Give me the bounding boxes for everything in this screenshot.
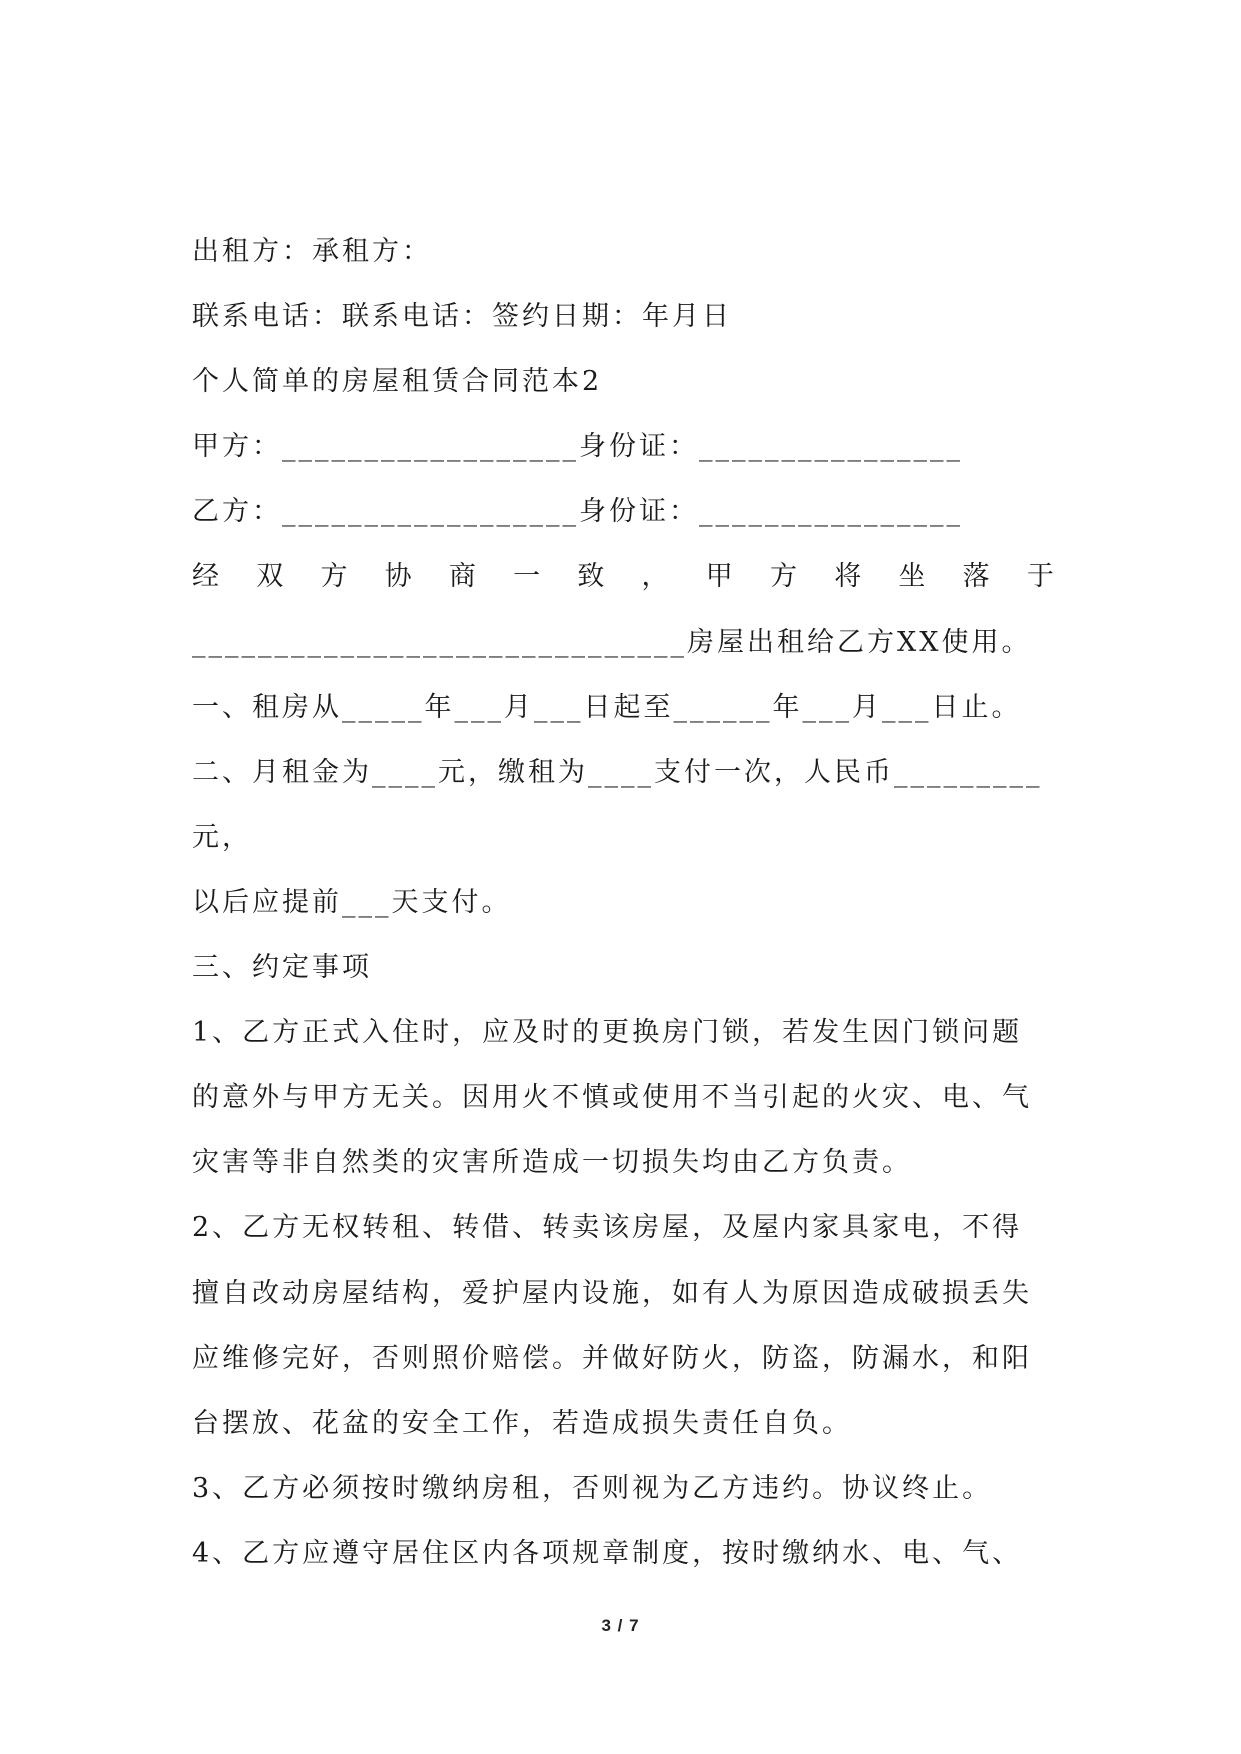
char: 经	[192, 561, 219, 593]
text-line-rent-cont: 元，	[192, 821, 252, 853]
text-line-clause-4: 4、乙方应遵守居住区内各项规章制度，按时缴纳水、电、气、	[192, 1537, 1023, 1569]
text-line-clause-1c: 灾害等非自然类的灾害所造成一切损失均由乙方负责。	[192, 1147, 912, 1179]
text-line-clause-1b: 的意外与甲方无关。因用火不慎或使用不当引起的火灾、电、气	[192, 1082, 1032, 1114]
char: 落	[962, 561, 990, 593]
text-line-term: 一、租房从_____年___月___日起至______年___月___日止。	[192, 691, 1022, 723]
text-line-property: ______________________________房屋出租给乙方XX使用。	[192, 626, 1032, 658]
char: 方	[320, 561, 348, 593]
page-number: 3 / 7	[601, 1616, 640, 1635]
text-line-party-b: 乙方：__________________身份证：________________	[192, 496, 963, 528]
text-line-clause-2b: 擅自改动房屋结构，爱护屋内设施，如有人为原因造成破损丢失	[192, 1277, 1032, 1309]
text-line-contact-phone: 联系电话：联系电话：签约日期：年月日	[192, 301, 732, 333]
text-line-lessor-lessee: 出租方：承租方：	[192, 236, 432, 267]
char: 商	[448, 561, 476, 593]
text-line-clause-3: 3、乙方必须按时缴纳房租，否则视为乙方违约。协议终止。	[192, 1472, 993, 1504]
char: ，	[641, 561, 669, 593]
char: 协	[384, 561, 412, 593]
char: 坐	[898, 561, 926, 593]
char: 一	[513, 561, 541, 593]
char: 方	[769, 561, 797, 593]
text-line-clause-1a: 1、乙方正式入住时，应及时的更换房门锁，若发生因门锁问题	[192, 1017, 1023, 1049]
text-line-party-a: 甲方：__________________身份证：________________	[192, 431, 963, 463]
text-line-payment: 以后应提前___天支付。	[192, 886, 512, 918]
char: 将	[834, 561, 862, 593]
document-body	[192, 226, 1054, 1593]
text-line-rent: 二、月租金为____元，缴租为____支付一次，人民币_________	[192, 756, 1043, 788]
char: 致	[577, 561, 605, 593]
text-line-terms-heading: 三、约定事项	[192, 952, 372, 984]
section-title: 个人简单的房屋租赁合同范本2	[192, 366, 603, 398]
char: 甲	[705, 561, 733, 593]
text-line-clause-2d: 台摆放、花盆的安全工作，若造成损失责任自负。	[192, 1407, 852, 1439]
char: 于	[1026, 561, 1054, 593]
text-line-clause-2c: 应维修完好，否则照价赔偿。并做好防火，防盗，防漏水，和阳	[192, 1342, 1032, 1374]
text-line-agreement	[192, 551, 1054, 616]
text-line-clause-2a: 2、乙方无权转租、转借、转卖该房屋，及屋内家具家电，不得	[192, 1212, 1023, 1244]
char: 双	[256, 561, 284, 593]
